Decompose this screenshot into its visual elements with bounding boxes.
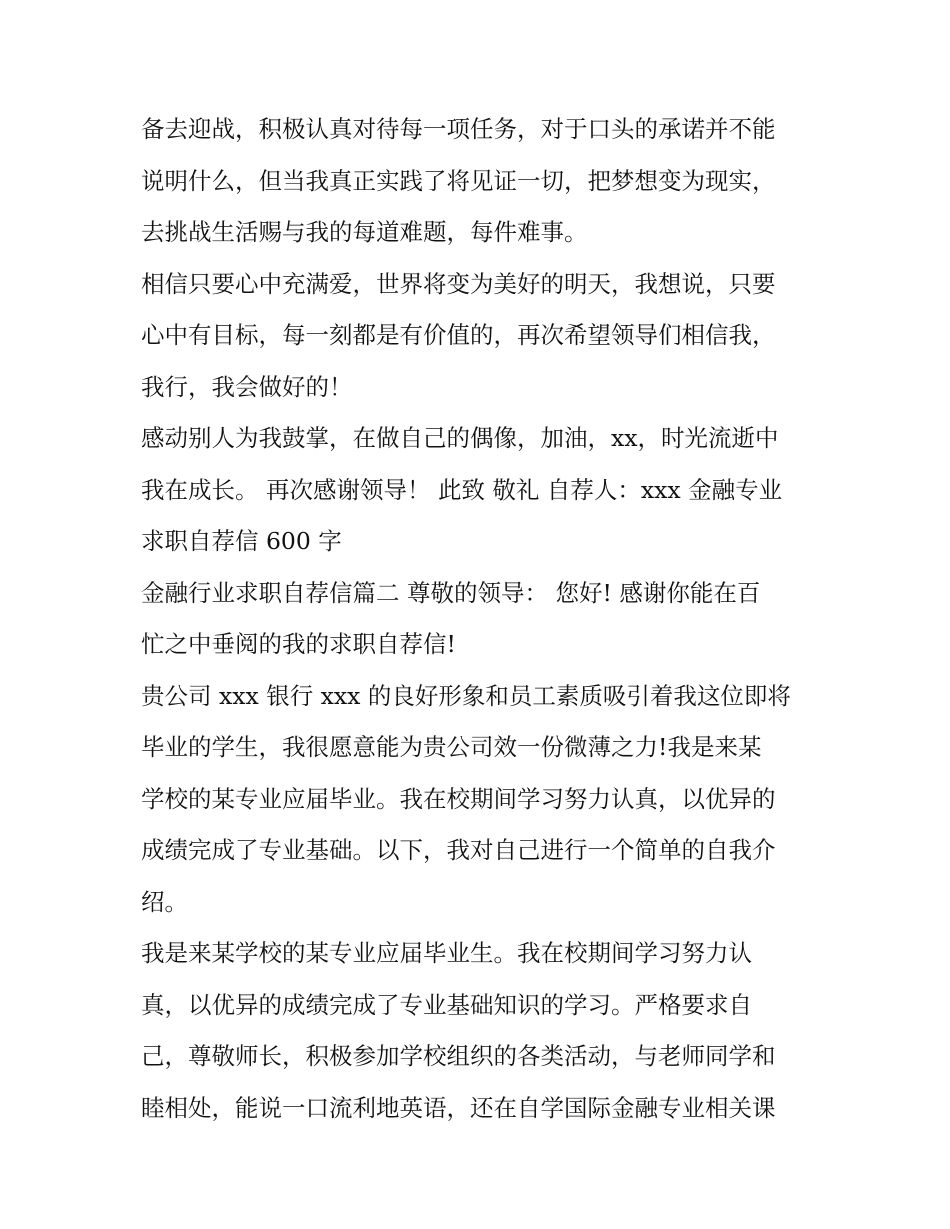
text-line: 己，尊敬师长，积极参加学校组织的各类活动，与老师同学和: [141, 1042, 776, 1070]
text-line: 求职自荐信 600 字: [141, 527, 342, 555]
text-line: 去挑战生活赐与我的每道难题，每件难事。: [141, 218, 588, 246]
text-line: 成绩完成了专业基础。以下，我对自己进行一个简单的自我介: [141, 836, 776, 864]
text-line: 说明什么，但当我真正实践了将见证一切，把梦想变为现实，: [141, 166, 776, 195]
text-line: 相信只要心中充满爱，世界将变为美好的明天，我想说，只要: [141, 269, 776, 298]
text-line: 睦相处，能说一口流利地英语，还在自学国际金融专业相关课: [141, 1093, 776, 1122]
text-line: 心中有目标，每一刻都是有价值的，再次希望领导们相信我，: [141, 321, 776, 349]
text-line: 学校的某专业应届毕业。我在校期间学习努力认真，以优异的: [141, 784, 776, 813]
text-line: 忙之中垂阅的我的求职自荐信!: [141, 630, 456, 658]
text-line: 毕业的学生，我很愿意能为贵公司效一份微薄之力!我是来某: [141, 733, 762, 761]
text-line: 绍。: [141, 887, 188, 916]
text-line: 感动别人为我鼓掌，在做自己的偶像，加油，xx，时光流逝中: [141, 424, 779, 452]
text-line: 贵公司 xxx 银行 xxx 的良好形象和员工素质吸引着我这位即将: [141, 681, 791, 710]
text-line: 真，以优异的成绩完成了专业基础知识的学习。严格要求自: [141, 990, 752, 1019]
text-line: 备去迎战，积极认真对待每一项任务，对于口头的承诺并不能: [141, 115, 776, 143]
text-line: 我是来某学校的某专业应届毕业生。我在校期间学习努力认: [141, 939, 752, 967]
text-line: 我行，我会做好的！: [141, 372, 353, 401]
text-line: 金融行业求职自荐信篇二 尊敬的领导： 您好! 感谢你能在百: [141, 578, 761, 607]
document-body: [141, 104, 821, 1134]
text-line: 我在成长。 再次感谢领导！ 此致 敬礼 自荐人：xxx 金融专业: [141, 475, 783, 504]
